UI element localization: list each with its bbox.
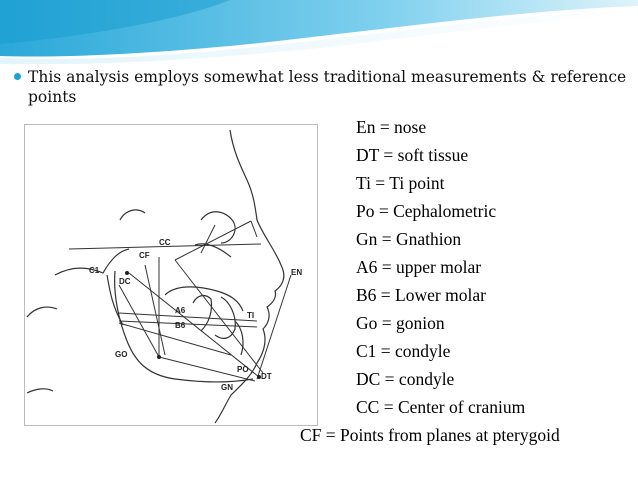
legend-item: En = nose [356, 117, 427, 137]
legend-item: Po = Cephalometric [356, 201, 497, 221]
reference-lines [69, 221, 291, 381]
label-ti: TI [247, 311, 255, 320]
bullet-icon [14, 73, 21, 80]
legend-item: Ti = Ti point [356, 173, 445, 193]
legend-item: A6 = upper molar [356, 257, 482, 277]
cephalometric-tracing-diagram [24, 124, 318, 426]
bullet-point [14, 67, 634, 107]
legend-list [356, 113, 525, 421]
label-po: PO [237, 365, 249, 374]
label-gn: GN [221, 383, 233, 392]
label-c1: C1 [89, 266, 100, 275]
legend-item: CC = Center of cranium [356, 397, 526, 417]
label-b6: B6 [175, 321, 186, 330]
legend-item: DC = condyle [356, 369, 455, 389]
legend-item: Gn = Gnathion [356, 229, 462, 249]
legend-item: C1 = condyle [356, 341, 451, 361]
label-cc: CC [159, 238, 171, 247]
legend-item: B6 = Lower molar [356, 285, 486, 305]
label-en: EN [291, 268, 303, 277]
label-dc: DC [119, 277, 131, 286]
legend-item-cf: CF = Points from planes at pterygoid [300, 425, 560, 445]
header-wave-decoration [0, 0, 638, 64]
bullet-text: This analysis employs somewhat less traditional measurements & reference points [28, 68, 627, 106]
label-cf: CF [139, 251, 150, 260]
label-dt: DT [261, 372, 272, 381]
label-go: GO [115, 350, 128, 359]
legend-item: Go = gonion [356, 313, 445, 333]
label-a6: A6 [175, 306, 186, 315]
legend-item: DT = soft tissue [356, 145, 469, 165]
